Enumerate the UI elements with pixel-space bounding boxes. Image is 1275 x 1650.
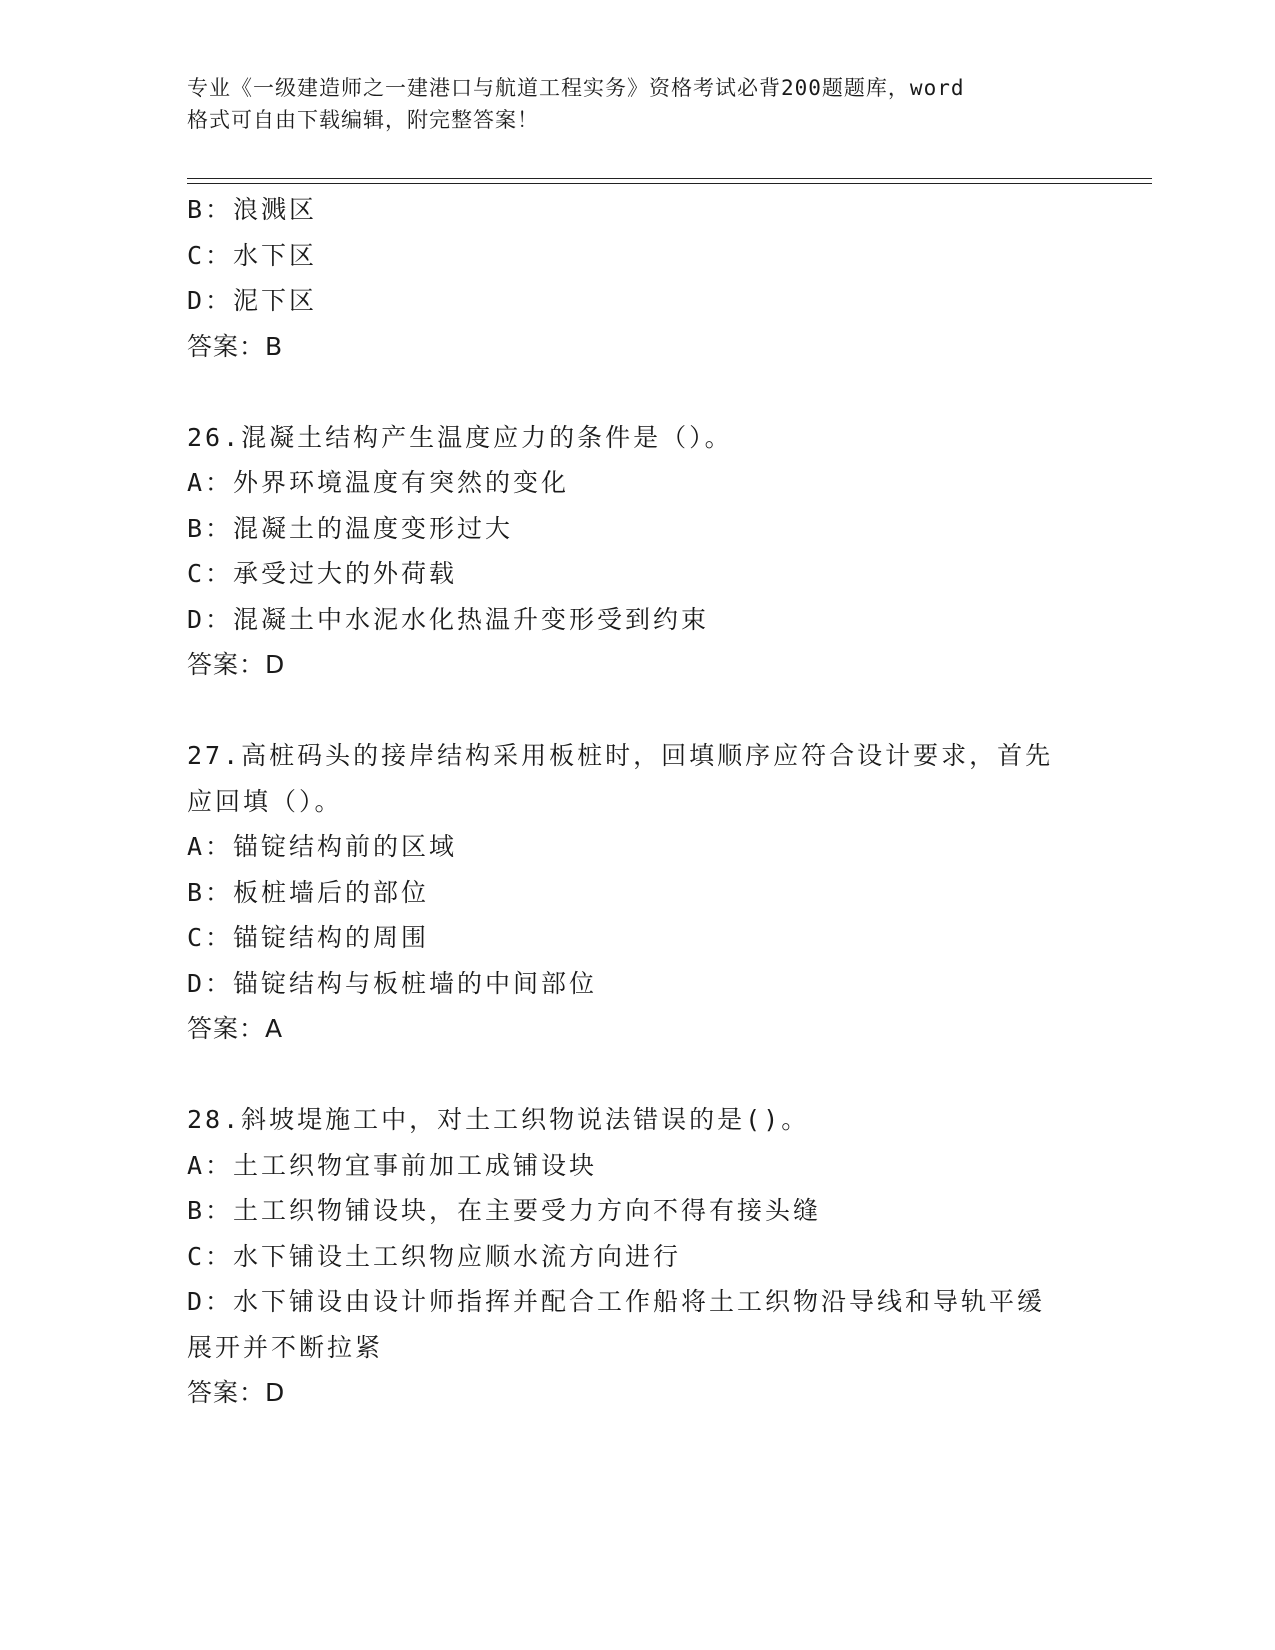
question-27 [187,733,1087,1052]
option-d: D：水下铺设由设计师指挥并配合工作船将土工织物沿导线和导轨平缓 [187,1287,1046,1316]
question-25-partial [187,187,1087,369]
answer-line: 答案：D [187,1378,286,1407]
question-stem-continued: 应回填（）。 [187,786,343,816]
option-c: C：水下区 [187,240,318,270]
answer-line: 答案：B [187,331,284,361]
option-a: A：锚锭结构前的区域 [187,832,458,861]
spacer [187,369,1087,415]
option-b: B：混凝土的温度变形过大 [187,513,514,543]
question-list [187,187,1087,1416]
answer-line: 答案：D [187,650,286,679]
option-c: C：锚锭结构的周围 [187,923,430,952]
option-d: D：混凝土中水泥水化热温升变形受到约束 [187,604,710,634]
option-b: B：浪溅区 [187,195,318,224]
option-b: B：土工织物铺设块，在主要受力方向不得有接头缝 [187,1196,822,1225]
option-c: C：承受过大的外荷载 [187,559,458,588]
option-d: D：泥下区 [187,286,318,315]
header-divider-thin [187,183,1152,184]
answer-line: 答案：A [187,1014,284,1043]
question-stem: 26.混凝土结构产生温度应力的条件是（）。 [187,422,733,452]
question-stem: 28.斜坡堤施工中，对土工织物说法错误的是()。 [187,1105,810,1134]
question-26 [187,415,1087,688]
option-d-continued: 展开并不断拉紧 [187,1332,384,1362]
option-a: A：土工织物宜事前加工成铺设块 [187,1150,598,1180]
option-a: A：外界环境温度有突然的变化 [187,468,570,497]
spacer [187,688,1087,734]
option-d: D：锚锭结构与板桩墙的中间部位 [187,968,598,998]
option-b: B：板桩墙后的部位 [187,877,430,907]
option-c: C：水下铺设土工织物应顺水流方向进行 [187,1241,682,1271]
header-line-2: 格式可自由下载编辑，附完整答案！ [187,108,539,132]
header-line-1: 专业《一级建造师之一建港口与航道工程实务》资格考试必背200题题库，word [187,76,965,100]
header-divider-thick [187,178,1152,179]
question-28 [187,1097,1087,1416]
document-header [187,72,1067,136]
spacer [187,1052,1087,1098]
question-stem: 27.高桩码头的接岸结构采用板桩时，回填顺序应符合设计要求，首先 [187,741,1054,770]
